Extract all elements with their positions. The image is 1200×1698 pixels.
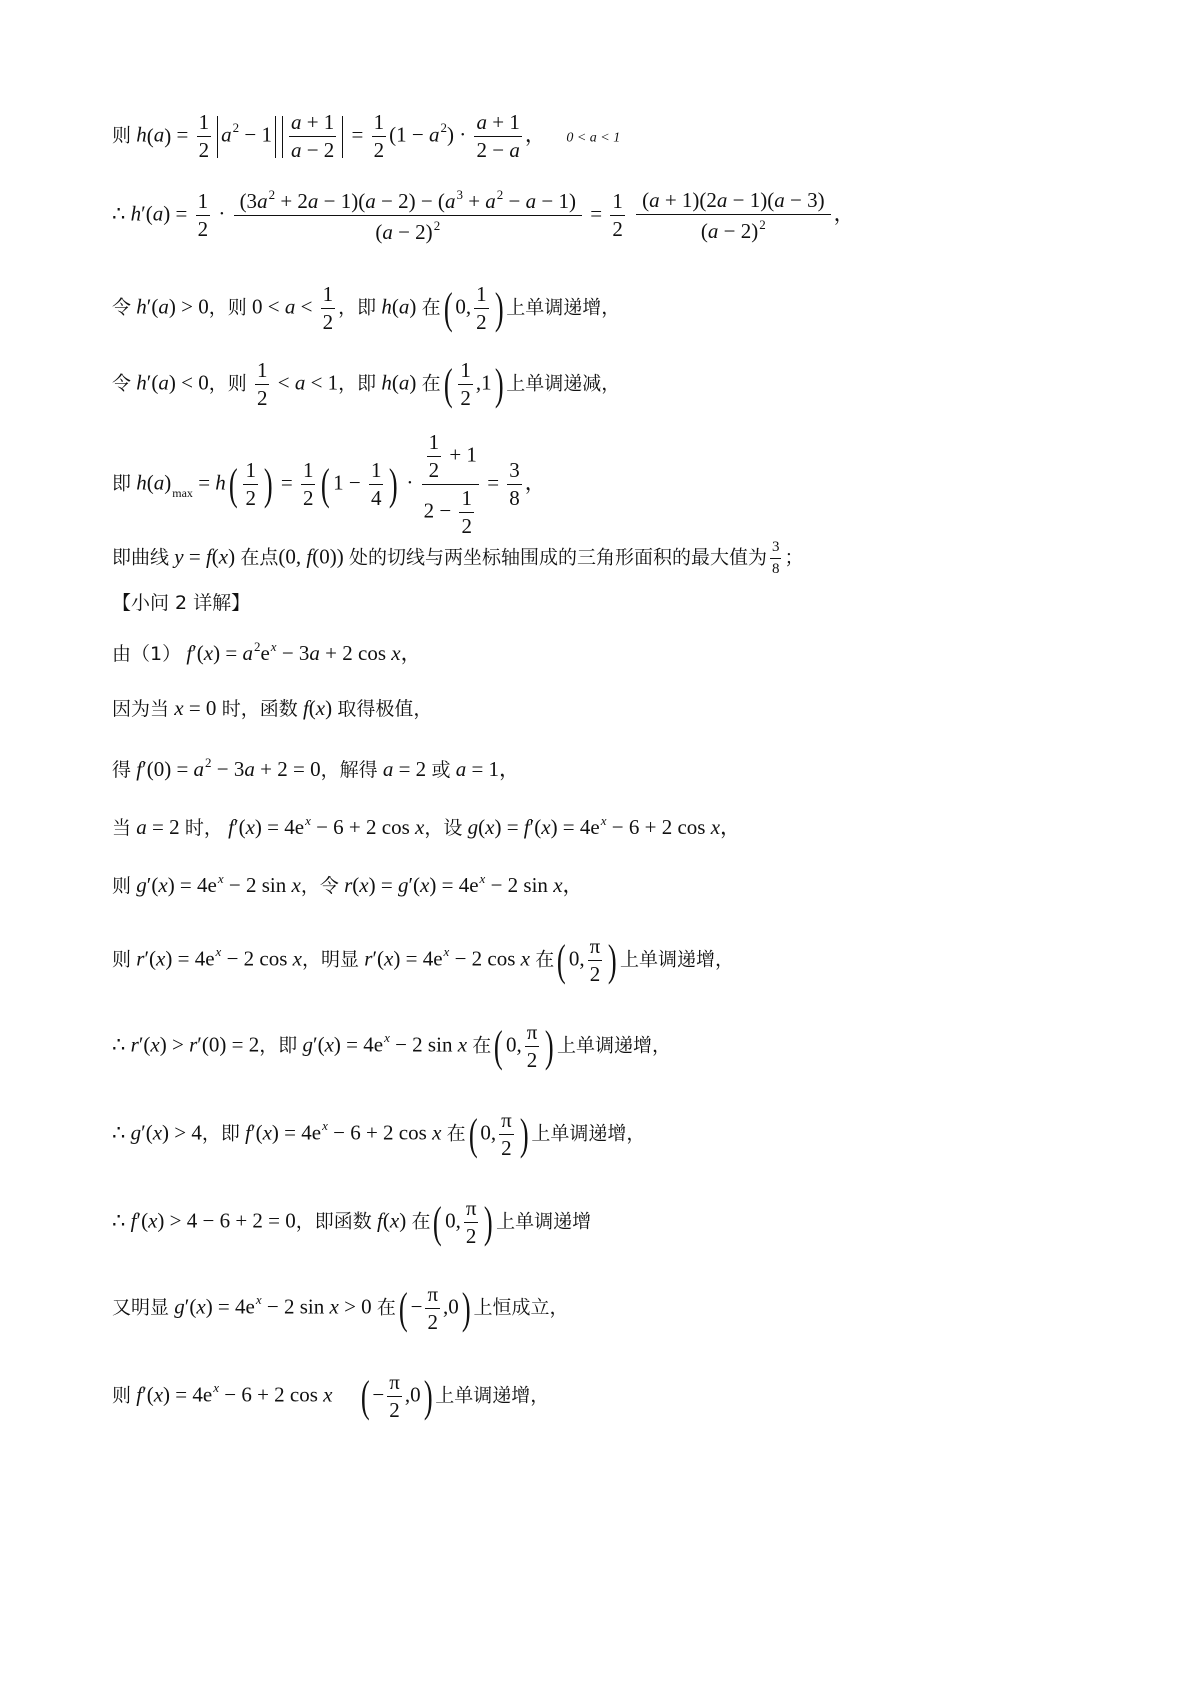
- line-increasing: 令 h′(a) > 0，则 0 < a < $\frac{1}{2}$ ，即 h(a) 在( 0, $\frac{1}{2}$ ) 上单调递增，: [112, 282, 621, 334]
- line-f-derivative: 由（1） $f'(x) = a^2e^x - 3a + 2$ cos x，: [112, 639, 422, 665]
- line-a-equals-2: 当 a = 2 时， $f'(x) = 4e^x - 6 + 2$ cos x，设 $g(x) = f'(x) = 4e^x - 6 + 2$ cos x，: [112, 813, 742, 839]
- line-solve-a: 得 $f'(0) = a^2 - 3a + 2 = 0$，解得 a = 2 或 a = 1，: [112, 755, 521, 781]
- section-title: 【小问 2 详解】: [112, 592, 251, 614]
- line-g-derivative: 则 $g'(x) = 4e^x - 2$ sin x，令 $r(x) = g'(x) = 4e^x - 2$ sin x，: [112, 871, 584, 897]
- line-f-neg-interval: 则 $f'(x) = 4e^x - 6 + 2$ cos x ( − $\frac{\pi}{2}$ ,0) 上单调递增，: [112, 1370, 550, 1422]
- line-r-positive: ∴ r′(x) > r′(0) = 2，即 $g'(x) = 4e^x - 2$ sin x 在( 0, $\frac{\pi}{2}$ ) 上单调递增，: [112, 1020, 671, 1072]
- line-h-definition: 则 h(a) = $\frac{1}{2}$ $a^2 - 1$ $\frac{a + 1}{a - 2}$ = $\frac{1}{2}$ $(1 - a^2)$ · $\frac{a + 1}{2 - a}$ ， 0 < a < 1: [112, 110, 621, 162]
- line-decreasing: 令 h′(a) < 0，则 $\frac{1}{2}$ < a < 1，即 h(a) 在( $\frac{1}{2}$ ,1) 上单调递减，: [112, 358, 621, 410]
- section-heading: [112, 592, 250, 613]
- line-h-derivative: ∴ h′(a) = $\frac{1}{2}$ · $\frac{(3a^2 + 2a - 1)(a - 2) - (a^3 + a^2 - a - 1)}{(a - 2)^2}$ = $\frac{1}{2}$ $\frac{(a + 1)(2a - 1)(a - 3)}{(a - 2)^2}$ ，: [112, 187, 855, 244]
- line-f-positive: ∴ f′(x) > 4 − 6 + 2 = 0，即函数 f(x) 在( 0, $\frac{\pi}{2}$ ) 上单调递增: [112, 1196, 592, 1248]
- line-h-max: 即 $h(a)_{max} = h$( $\frac{1}{2}$ ) = $\frac{1}{2}$ ( 1 − $\frac{1}{4}$ ) · $\frac{1}{2}$ + 1 2 − $\frac{1}{2}$ = $\frac{3}{8}$ ，: [112, 430, 546, 538]
- line-g-neg-interval: 又明显 $g'(x) = 4e^x - 2$ sin x > 0 在( − $\frac{\pi}{2}$ ,0) 上恒成立，: [112, 1282, 569, 1334]
- line-g-positive: ∴ g′(x) > 4，即 $f'(x) = 4e^x - 6 + 2$ cos x 在( 0, $\frac{\pi}{2}$ ) 上单调递增，: [112, 1108, 646, 1160]
- line-r-derivative: 则 $r'(x) = 4e^x - 2$ cos x，明显 $r'(x) = 4e^x - 2$ cos x 在( 0, $\frac{\pi}{2}$ ) 上单调递增，: [112, 934, 734, 986]
- text-ze: 则: [112, 124, 132, 147]
- text-ling: 令: [112, 296, 132, 319]
- line-conclusion-1: 即曲线 y = f(x) 在点(0, f(0)) 处的切线与两坐标轴围成的三角形面积的最大值为 $\frac{3}{8}$ ；: [112, 539, 804, 577]
- condition-0-a-1: 0 < a < 1: [566, 130, 621, 146]
- line-extremum: 因为当 x = 0 时，函数 f(x) 取得极值，: [112, 696, 433, 720]
